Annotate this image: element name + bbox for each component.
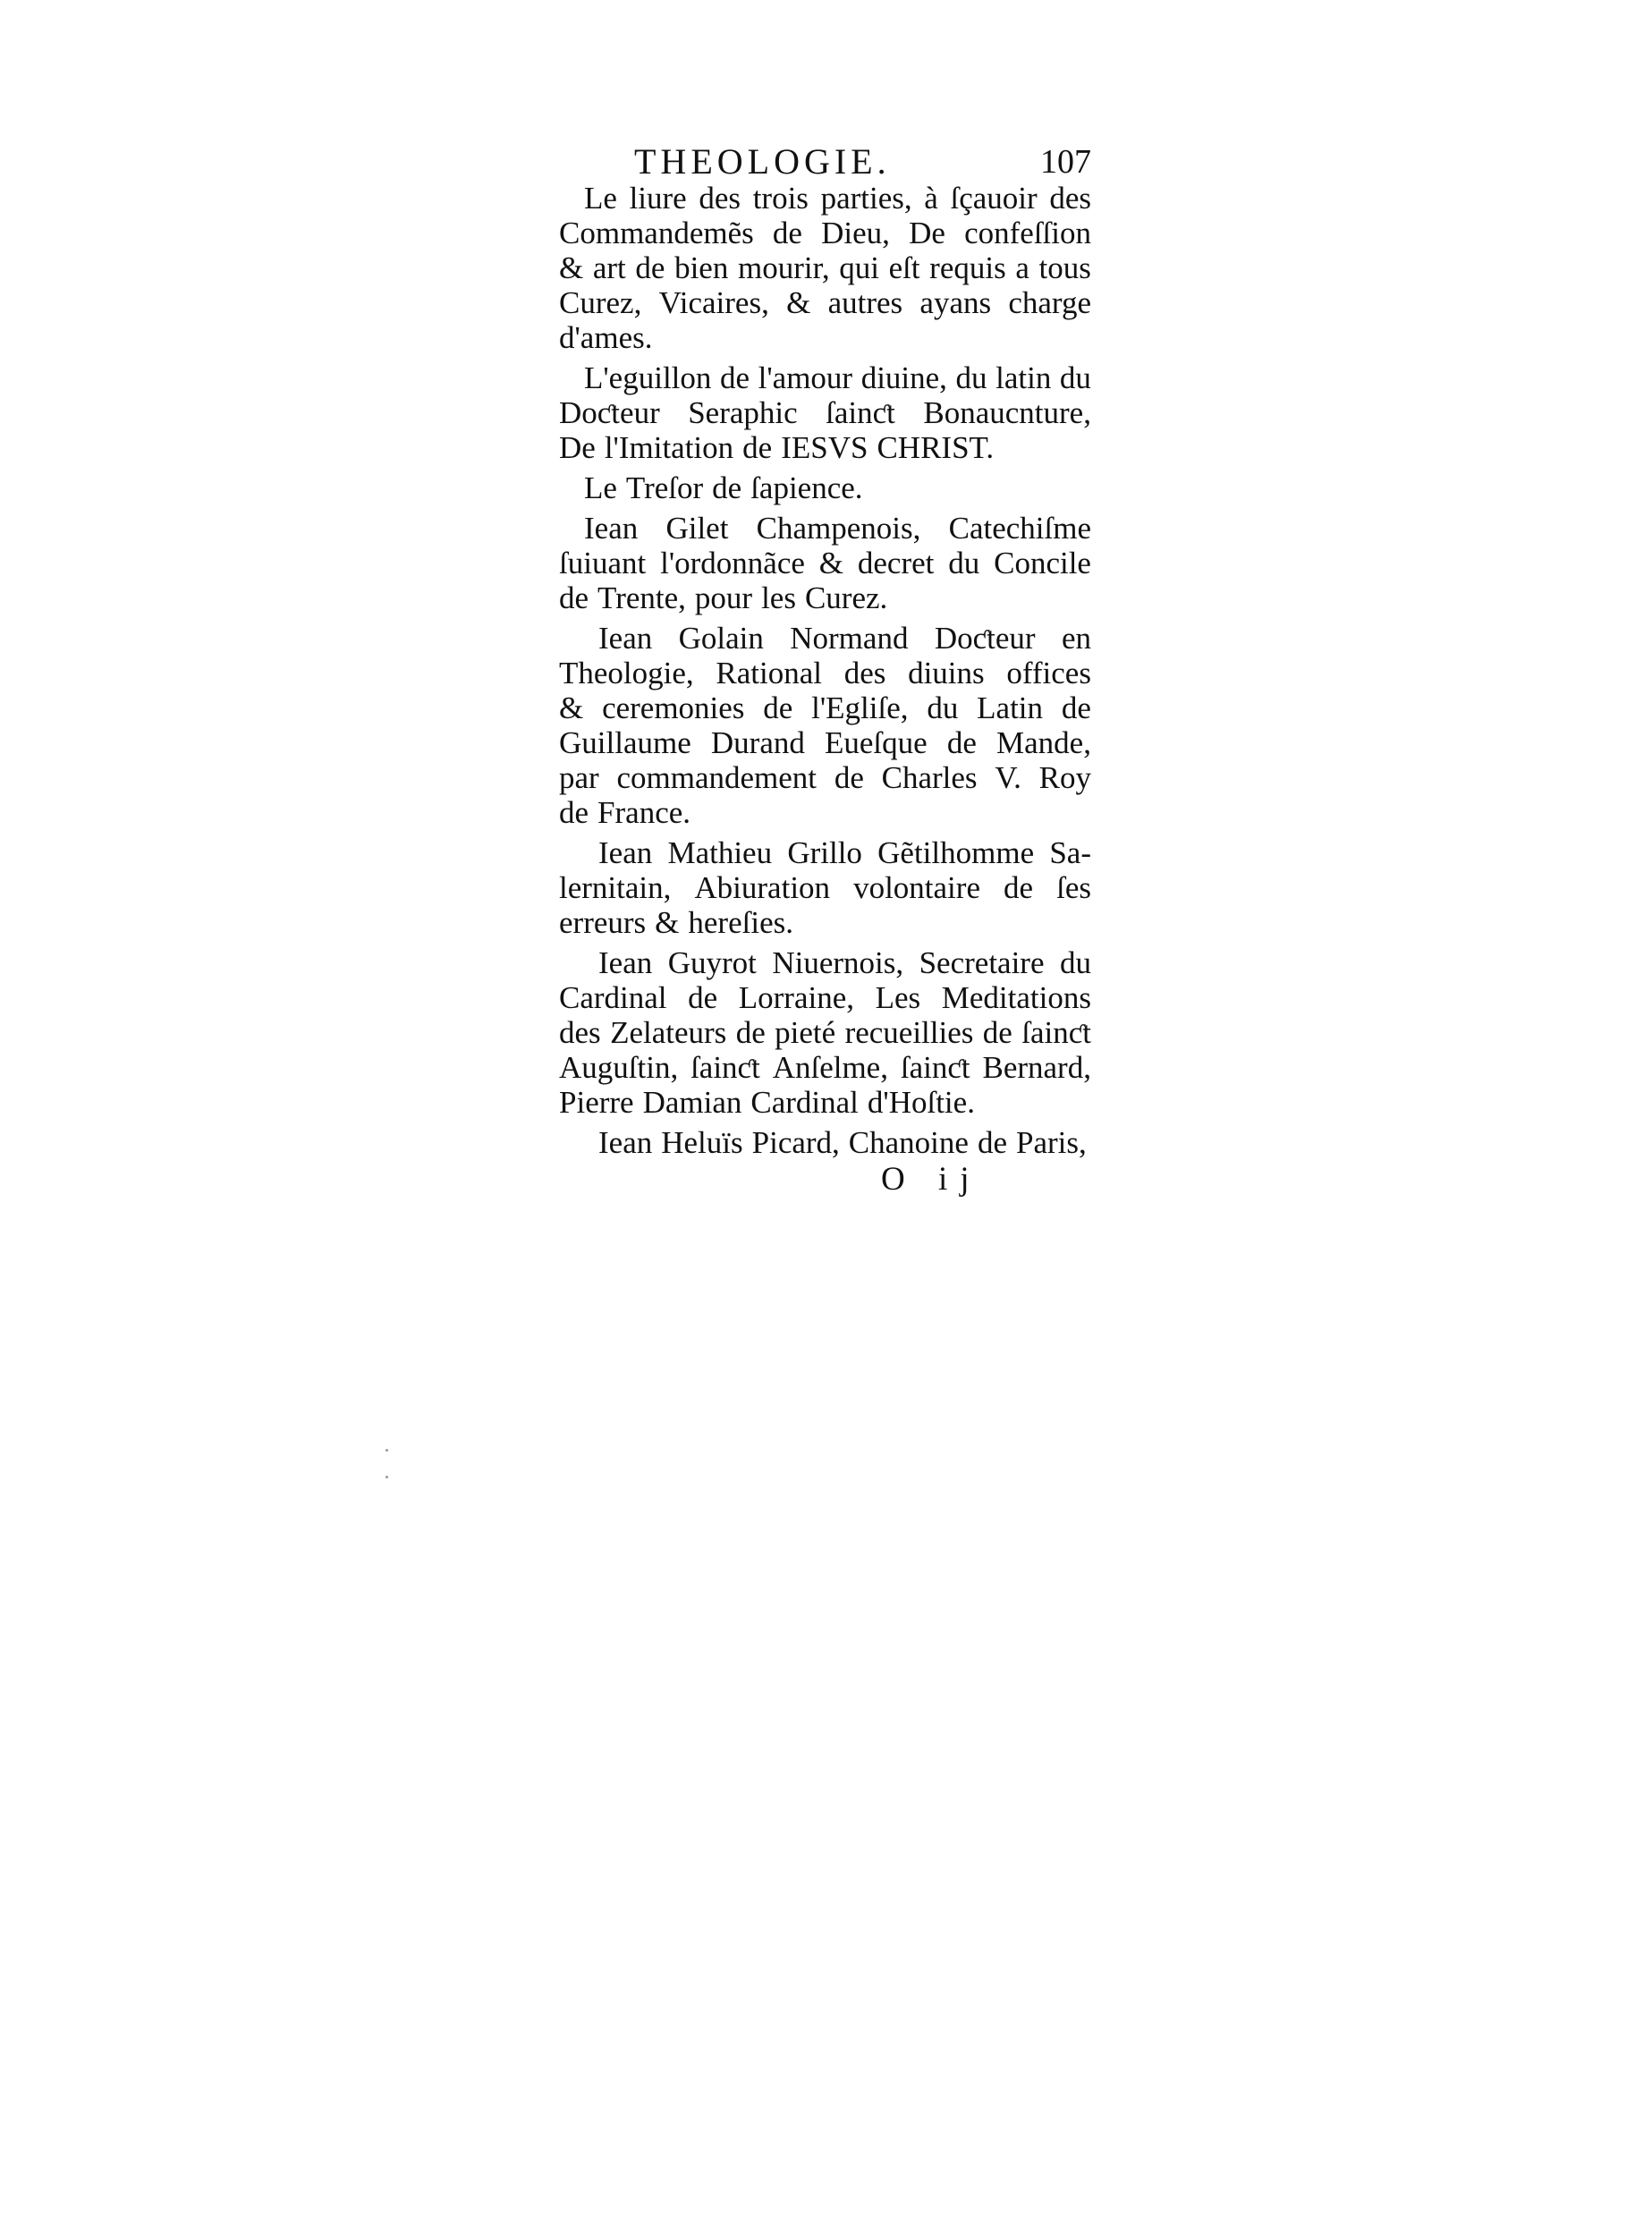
text-line: erreurs & hereſies.	[559, 905, 793, 940]
bibliography-entries	[559, 181, 1091, 1160]
text-line: Curez, Vicaires, & autres ayans charge	[559, 285, 1091, 320]
text-line: Iean Heluïs Picard, Chanoine de Paris,	[598, 1125, 1087, 1160]
catalog-entry	[559, 1125, 1091, 1160]
text-line: & art de bien mourir, qui eſt requis a tous	[559, 250, 1091, 285]
scan-speck	[385, 1476, 388, 1478]
text-line: Le liure des trois parties, à ſçauoir des	[584, 181, 1091, 216]
text-line: Iean Mathieu Grillo Gẽtilhomme Sa-	[598, 835, 1091, 870]
text-line: Iean Gilet Champenois, Catechiſme	[584, 511, 1091, 546]
folio-number: 107	[1040, 143, 1091, 181]
text-line: par commandement de Charles V. Roy	[559, 760, 1091, 795]
text-line: de France.	[559, 795, 691, 830]
catalog-entry	[559, 511, 1091, 615]
text-line: Guillaume Durand Eueſque de Mande,	[559, 725, 1091, 760]
text-line: Auguſtin, ſainƈt Anſelme, ſainƈt Bernard,	[559, 1050, 1091, 1085]
catalog-entry	[559, 835, 1091, 940]
catalog-entry	[559, 621, 1091, 830]
text-line: Iean Guyrot Niuernois, Secretaire du	[598, 945, 1091, 980]
running-head: THEOLOGIE.	[634, 141, 891, 182]
page-header	[559, 141, 1091, 182]
scan-speck	[385, 1449, 388, 1452]
text-line: Commandemẽs de Dieu, De confeſſion	[559, 216, 1091, 250]
text-block	[559, 141, 1091, 1198]
text-line: des Zelateurs de pieté recueillies de ſainƈt	[559, 1015, 1091, 1050]
text-line: & ceremonies de l'Egliſe, du Latin de	[559, 690, 1091, 725]
text-line: Theologie, Rational des diuins offices	[559, 656, 1091, 690]
text-line: Cardinal de Lorraine, Les Meditations	[559, 980, 1091, 1015]
text-line: Pierre Damian Cardinal d'Hoſtie.	[559, 1085, 975, 1120]
text-line: Doƈteur Seraphic ſainƈt Bonaucnture,	[559, 395, 1091, 430]
signature-mark: O ij	[881, 1161, 982, 1198]
text-line: L'eguillon de l'amour diuine, du latin du	[584, 360, 1091, 395]
text-line: lernitain, Abiuration volontaire de ſes	[559, 870, 1091, 905]
catalog-entry	[559, 360, 1091, 465]
text-line: De l'Imitation de IESVS CHRIST.	[559, 430, 995, 465]
catalog-entry	[559, 945, 1091, 1120]
text-line: de Trente, pour les Curez.	[559, 580, 888, 615]
catalog-entry	[559, 470, 1091, 505]
text-line: ſuiuant l'ordonnãce & decret du Concile	[559, 546, 1091, 580]
text-line: Le Treſor de ſapience.	[584, 470, 863, 505]
catalog-entry	[559, 181, 1091, 355]
text-line: Iean Golain Normand Doƈteur en	[598, 621, 1091, 656]
text-line: d'ames.	[559, 320, 653, 355]
